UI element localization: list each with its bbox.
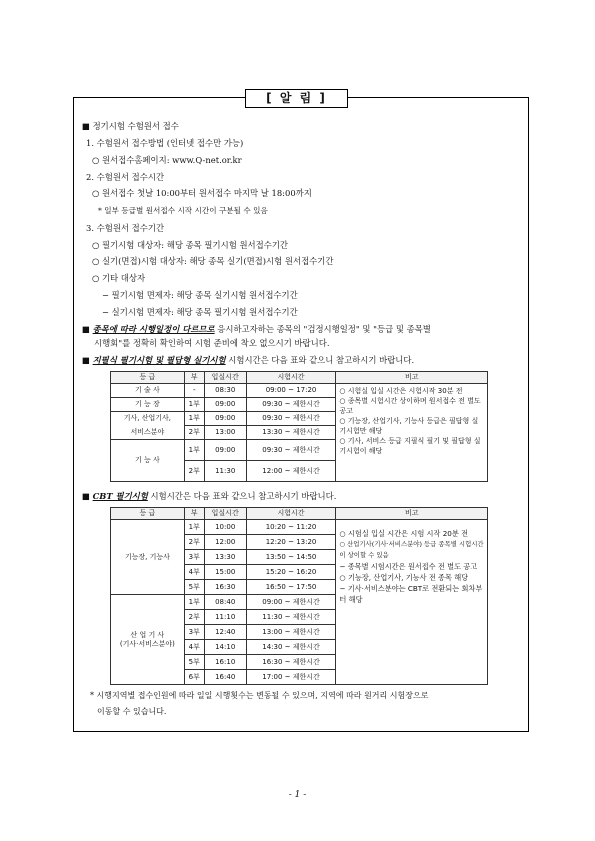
note: ○ 기사, 서비스 등급 지필식 필기 및 필답형 실기시험이 해당 — [339, 437, 481, 455]
table-cell: 기사, 산업기사, — [111, 412, 185, 426]
table-cell: 2부 — [184, 461, 204, 482]
table-cell: 11:30 ~ 제한시간 — [246, 610, 336, 625]
table-cell: 3부 — [184, 625, 204, 640]
table-cell: 17:00 ~ 제한시간 — [246, 670, 336, 685]
table-cell: 11:10 — [204, 610, 246, 625]
table-cell: 16:50 ~ 17:50 — [246, 580, 336, 595]
table-cell: 10:00 — [204, 520, 246, 535]
table-cell: 4부 — [184, 640, 204, 655]
col-entry: 입실시간 — [204, 372, 246, 384]
table-cell: 2부 — [184, 535, 204, 550]
table-cell: 16:10 — [204, 655, 246, 670]
table-cell: 09:00 — [204, 440, 246, 461]
section-heading: ■ 정기시험 수험원서 접수 — [82, 121, 179, 131]
note: ○ 시험실 입실 시간은 시험시작 30분 전 — [339, 387, 463, 395]
table-cell: 09:30 ~ 제한시간 — [246, 440, 336, 461]
table-cell: 14:30 ~ 제한시간 — [246, 640, 336, 655]
col-exam-time: 시험시간 — [246, 508, 336, 520]
table-cell: 14:10 — [204, 640, 246, 655]
table-cell: 5부 — [184, 655, 204, 670]
item-3-detail-1: ○ 필기시험 대상자: 해당 종목 필기시험 원서접수기간 — [92, 240, 288, 250]
col-grade: 등 급 — [111, 372, 185, 384]
col-part: 부 — [184, 508, 204, 520]
item-3-detail-3: ○ 기타 대상자 — [92, 273, 146, 283]
table-cell: 2부 — [184, 610, 204, 625]
table-cell: 09:30 ~ 제한시간 — [246, 398, 336, 412]
table-cell: 13:30 ~ 제한시간 — [246, 426, 336, 440]
table-cell: 1부 — [184, 595, 204, 610]
table-cell: 13:50 ~ 14:50 — [246, 550, 336, 565]
item-2-note: * 일부 등급별 원서접수 시작 시간이 구분될 수 있음 — [98, 206, 268, 215]
col-part: 부 — [184, 372, 204, 384]
table-cell: 3부 — [184, 550, 204, 565]
table-cell: 1부 — [184, 520, 204, 535]
col-remarks: 비고 — [336, 508, 488, 520]
table2-notes — [336, 520, 488, 685]
page-number: - 1 - — [288, 790, 307, 800]
table-cell: 10:20 ~ 11:20 — [246, 520, 336, 535]
table-cell: 1부 — [184, 440, 204, 461]
table-cell: 12:20 ~ 13:20 — [246, 535, 336, 550]
table-cell: 11:30 — [204, 461, 246, 482]
table-cell: 서비스분야 — [111, 426, 185, 440]
table1-notes — [336, 384, 488, 482]
table-cell: 1부 — [184, 398, 204, 412]
group-label: 기능장, 기능사 — [111, 520, 185, 595]
table-cell: 08:30 — [204, 384, 246, 398]
table-cell: 13:00 ~ 제한시간 — [246, 625, 336, 640]
group-label-line: (기사·서비스분야) — [119, 639, 175, 648]
table-cell: 12:40 — [204, 625, 246, 640]
written-exam-heading: ■ 지필식 필기시험 및 필답형 실기시험 시험시간은 다음 표와 같으니 참고하시기 바랍니다. — [82, 355, 415, 365]
schedule-notice-cont: 시행회"를 정확히 확인하여 시험 준비에 착오 없으시기 바랍니다. — [94, 338, 330, 348]
table-cell: 4부 — [184, 565, 204, 580]
note: ○ 기능장, 산업기사, 기능사 전 종목 해당 — [339, 573, 469, 582]
item-3-detail-2: ○ 실기(면접)시험 대상자: 해당 종목 실기(면접)시험 원서접수기간 — [92, 256, 334, 266]
written-exam-table — [110, 371, 488, 482]
table-cell: 15:20 ~ 16:20 — [246, 565, 336, 580]
note: − 기사·서비스분야는 CBT로 전환되는 회차부터 해당 — [339, 584, 483, 604]
col-grade: 등 급 — [111, 508, 185, 520]
table-cell: 13:30 — [204, 550, 246, 565]
table-cell: 16:30 — [204, 580, 246, 595]
col-remarks: 비고 — [336, 372, 488, 384]
item-1: 1. 수험원서 접수방법 (인터넷 접수만 가능) — [86, 138, 244, 148]
cbt-heading: ■ CBT 필기시험 시험시간은 다음 표와 같으니 참고하시기 바랍니다. — [82, 491, 337, 501]
group-label — [111, 595, 185, 685]
cbt-exam-table — [110, 507, 488, 685]
table-cell: 기 술 사 — [111, 384, 185, 398]
page-title: [ 알 림 ] — [245, 89, 348, 108]
table-cell: 15:00 — [204, 565, 246, 580]
table-cell: 16:40 — [204, 670, 246, 685]
table-cell: 13:00 — [204, 426, 246, 440]
note: ○ 종목별 시험시간 상이하며 원서접수 전 별도 공고 — [339, 397, 481, 415]
table-cell: 12:00 ~ 제한시간 — [246, 461, 336, 482]
table-cell: 09:00 ~ 17:20 — [246, 384, 336, 398]
footnote: * 시행지역별 접수인원에 따라 일일 시행횟수는 변동될 수 있으며, 지역에 따라 원거리 시험장으로 — [90, 691, 429, 700]
note: − 종목별 시험시간은 원서접수 전 별도 공고 — [339, 562, 478, 571]
item-1-detail: ○ 원서접수홈페이지: www.Q-net.or.kr — [92, 155, 242, 165]
item-2-detail: ○ 원서접수 첫날 10:00부터 원서접수 마지막 날 18:00까지 — [92, 188, 312, 198]
footnote-cont: 이동할 수 있습니다. — [97, 707, 167, 716]
table-cell: 16:30 ~ 제한시간 — [246, 655, 336, 670]
table-cell: 09:00 — [204, 412, 246, 426]
table-cell: 기 능 사 — [111, 440, 185, 482]
note: ○ 시험실 입실 시간은 시험 시작 20분 전 — [339, 529, 469, 538]
note: ○ 산업기사(기사·서비스분야) 등급 종목별 시험시간이 상이할 수 있음 — [339, 540, 484, 559]
col-entry: 입실시간 — [204, 508, 246, 520]
item-3-sub-1: − 필기시험 면제자: 해당 종목 실기시험 원서접수기간 — [102, 290, 298, 300]
table-cell: 09:30 ~ 제한시간 — [246, 412, 336, 426]
note: ○ 기능장, 산업기사, 기능사 등급은 필답형 실기시험만 해당 — [339, 417, 479, 435]
table-cell: 12:00 — [204, 535, 246, 550]
schedule-notice: ■ 종목에 따라 시행일정이 다르므로 응시하고자하는 종목의 "검정시행일정" 및 "등급 및 종목별 — [82, 324, 431, 334]
table-cell: 기 능 장 — [111, 398, 185, 412]
item-3-sub-2: − 실기시험 면제자: 해당 종목 필기시험 원서접수기간 — [102, 307, 298, 317]
item-3: 3. 수험원서 접수기간 — [86, 223, 165, 233]
table-cell: 09:00 — [204, 398, 246, 412]
table-cell: 5부 — [184, 580, 204, 595]
table-cell: 6부 — [184, 670, 204, 685]
table-cell: 09:00 ~ 제한시간 — [246, 595, 336, 610]
table-cell: - — [184, 384, 204, 398]
table-cell: 08:40 — [204, 595, 246, 610]
group-label-line: 산 업 기 사 — [130, 630, 165, 639]
col-exam-time: 시험시간 — [246, 372, 336, 384]
item-2: 2. 수험원서 접수시간 — [86, 172, 165, 182]
table-cell: 2부 — [184, 426, 204, 440]
table-cell: 1부 — [184, 412, 204, 426]
